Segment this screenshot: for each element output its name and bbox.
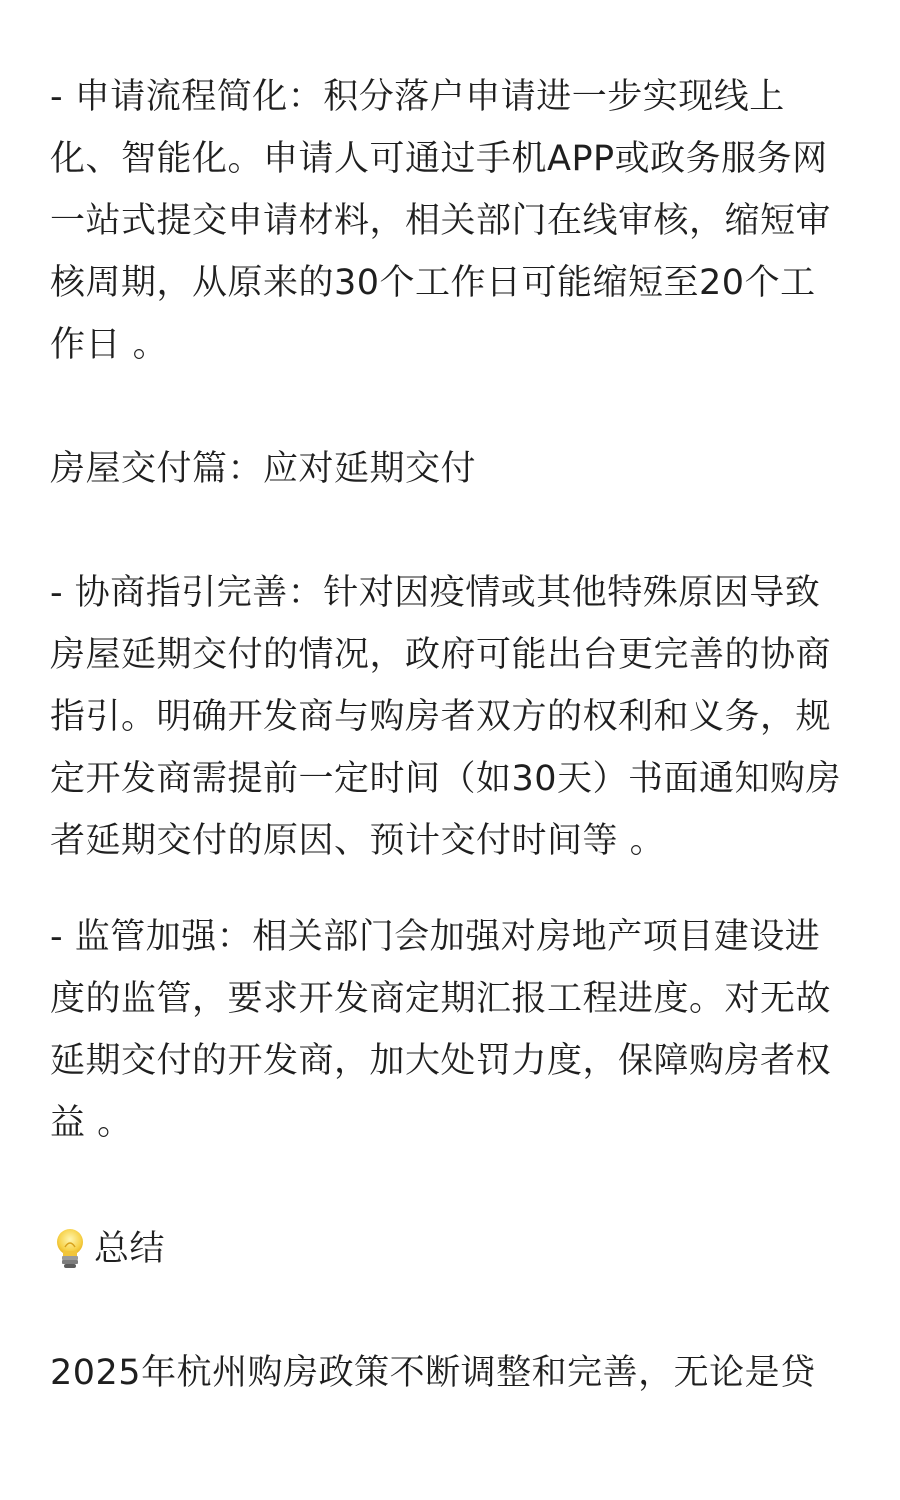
paragraph-supervision: - 监管加强：相关部门会加强对房地产项目建设进度的监管，要求开发商定期汇报工程进度。对无故延期交付的开发商，加大处罚力度，保障购房者权益 。: [50, 917, 832, 1143]
section-heading-summary: [50, 1218, 850, 1280]
paragraph-negotiation-guide: - 协商指引完善：针对因疫情或其他特殊原因导致房屋延期交付的情况，政府可能出台更完善的协商指引。明确开发商与购房者双方的权利和义务，规定开发商需提前一定时间（如30天）书面通知购房者延期交付的原因、预计交付时间等 。: [50, 573, 842, 861]
lightbulb-icon: [50, 1225, 90, 1273]
section-heading-delivery: 房屋交付篇：应对延期交付: [50, 449, 477, 489]
paragraph-application-process: - 申请流程简化：积分落户申请进一步实现线上化、智能化。申请人可通过手机APP或政务服务网一站式提交申请材料，相关部门在线审核，缩短审核周期，从原来的30个工作日可能缩短至20个工作日 。: [50, 77, 832, 365]
paragraph-summary: 2025年杭州购房政策不断调整和完善，无论是贷: [50, 1353, 816, 1393]
summary-heading-text: 总结: [94, 1229, 166, 1269]
